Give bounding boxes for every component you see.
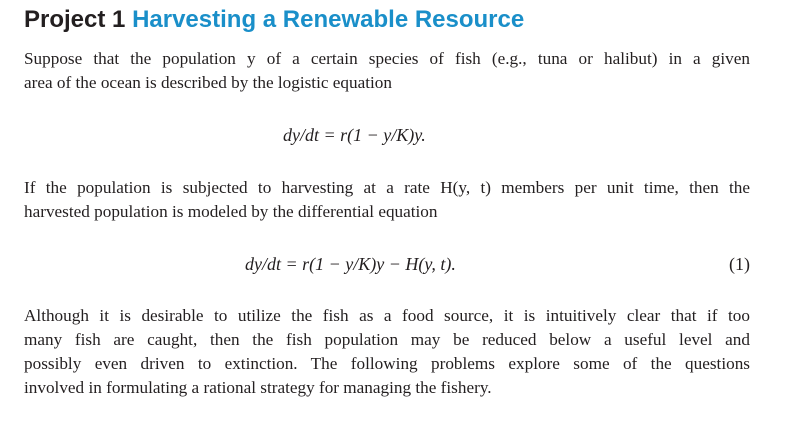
strategy-line-4: involved in formulating a rational strategy for managing the fishery. xyxy=(24,378,492,397)
project-label: Project 1 xyxy=(24,6,126,33)
strategy-paragraph xyxy=(24,304,750,400)
strategy-line-1: Although it is desirable to utilize the fish as a food source, it is intuitively clear that if too xyxy=(24,306,750,325)
harvest-paragraph xyxy=(24,176,750,224)
logistic-equation: dy/dt = r(1 − y/K)y. xyxy=(283,125,426,145)
harvest-equation: dy/dt = r(1 − y/K)y − H(y, t). xyxy=(245,254,456,274)
project-title: Harvesting a Renewable Resource xyxy=(132,6,525,33)
intro-paragraph xyxy=(24,47,750,95)
strategy-line-3: possibly even driven to extinction. The following problems explore some of the questions xyxy=(24,354,750,373)
intro-line-2: area of the ocean is described by the logistic equation xyxy=(24,73,392,92)
harvest-line-1: If the population is subjected to harvesting at a rate H(y, t) members per unit time, then the xyxy=(24,178,750,197)
strategy-line-2: many fish are caught, then the fish population may be reduced below a useful level and xyxy=(24,330,750,349)
section-heading xyxy=(24,4,524,36)
equation-number: (1) xyxy=(729,254,750,274)
intro-line-1: Suppose that the population y of a certain species of fish (e.g., tuna or halibut) in a given xyxy=(24,49,750,68)
harvest-line-2: harvested population is modeled by the differential equation xyxy=(24,202,438,221)
